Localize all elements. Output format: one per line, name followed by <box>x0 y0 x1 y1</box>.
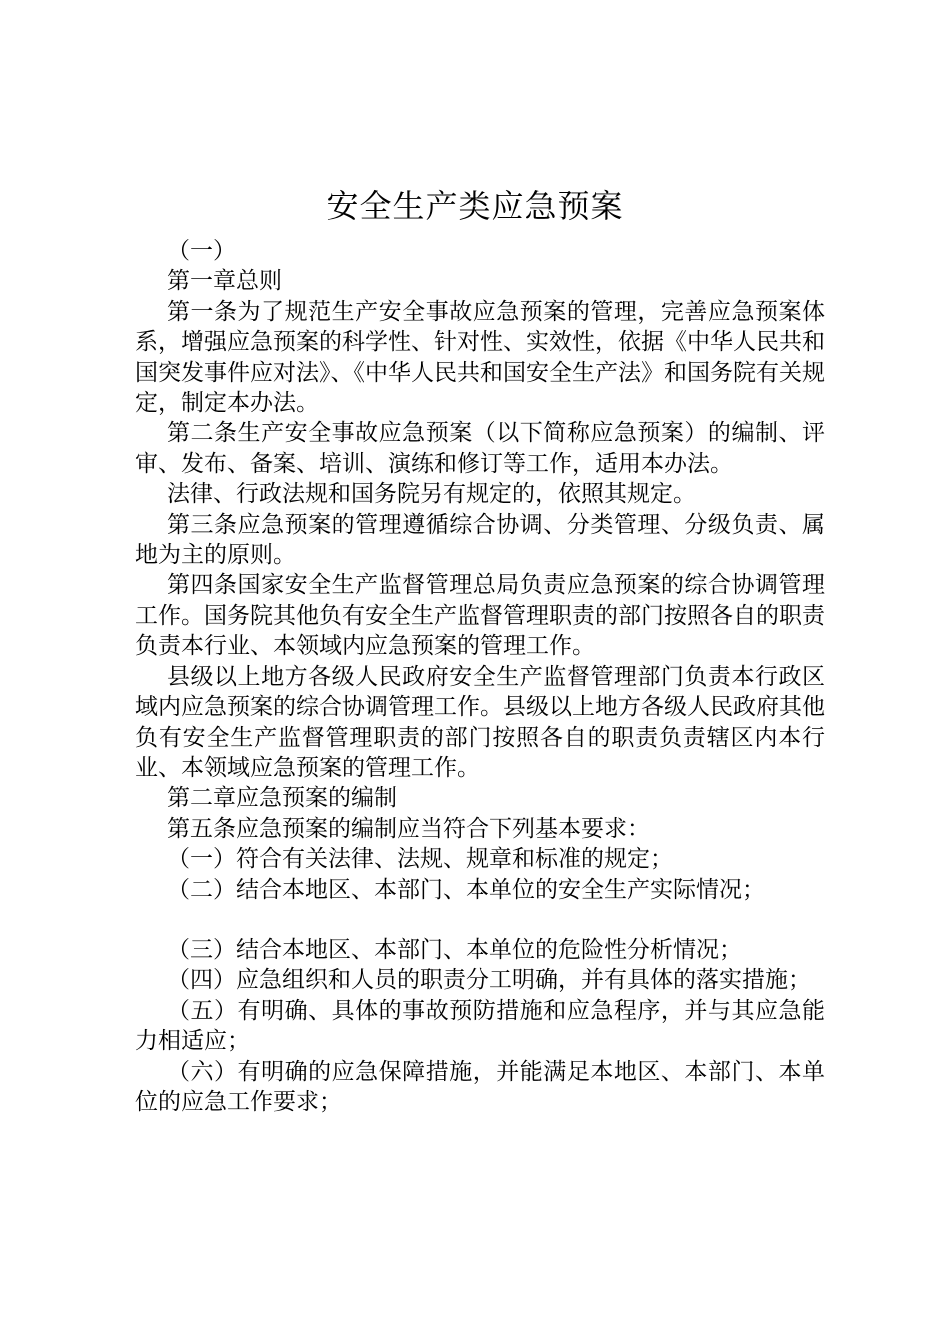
document-title: 安全生产类应急预案 <box>326 187 624 225</box>
paragraph-requirement-1: （一）符合有关法律、法规、规章和标准的规定； <box>167 846 673 873</box>
paragraph-requirement-2: （二）结合本地区、本部门、本单位的安全生产实际情况； <box>167 876 765 903</box>
paragraph-requirement-5: （五）有明确、具体的事故预防措施和应急程序，并与其应急能力相适应； <box>135 997 825 1055</box>
paragraph-article-4-local: 县级以上地方各级人民政府安全生产监督管理部门负责本行政区域内应急预案的综合协调管理工作。县级以上地方各级人民政府其他负有安全生产监督管理职责的部门按照各自的职责负责辖区内本行业、本领域应急预案的管理工作。 <box>135 663 825 781</box>
paragraph-article-2: 第二条生产安全事故应急预案（以下简称应急预案）的编制、评审、发布、备案、培训、演练和修订等工作，适用本办法。 <box>135 420 825 477</box>
document-body <box>135 236 825 1117</box>
paragraph-section-number: （一） <box>167 238 236 264</box>
paragraph-requirement-4: （四）应急组织和人员的职责分工明确，并有具体的落实措施； <box>167 967 811 994</box>
paragraph-article-1: 第一条为了规范生产安全事故应急预案的管理，完善应急预案体系，增强应急预案的科学性、针对性、实效性，依据《中华人民共和国突发事件应对法》、《中华人民共和国安全生产法》和国务院有关规定，制定本办法。 <box>135 298 825 417</box>
paragraph-chapter-1-heading: 第一章总则 <box>167 268 282 295</box>
paragraph-article-2-note: 法律、行政法规和国务院另有规定的，依照其规定。 <box>167 481 696 508</box>
paragraph-chapter-2-heading: 第二章应急预案的编制 <box>167 785 397 812</box>
paragraph-article-3: 第三条应急预案的管理遵循综合协调、分类管理、分级负责、属地为主的原则。 <box>135 511 825 569</box>
paragraph-requirement-6: （六）有明确的应急保障措施，并能满足本地区、本部门、本单位的应急工作要求； <box>135 1058 825 1115</box>
paragraph-article-5: 第五条应急预案的编制应当符合下列基本要求： <box>167 815 650 842</box>
paragraph-article-4: 第四条国家安全生产监督管理总局负责应急预案的综合协调管理工作。国务院其他负有安全生产监督管理职责的部门按照各自的职责负责本行业、本领域内应急预案的管理工作。 <box>135 572 825 660</box>
paragraph-requirement-3: （三）结合本地区、本部门、本单位的危险性分析情况； <box>167 936 742 963</box>
